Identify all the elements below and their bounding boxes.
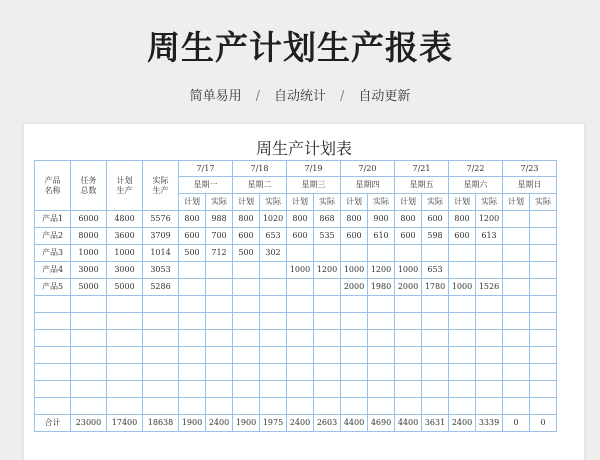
cell-empty[interactable] bbox=[368, 398, 395, 415]
header-text: 名称 bbox=[44, 185, 61, 195]
cell-empty[interactable] bbox=[503, 347, 530, 364]
cell-daily-value[interactable]: 1526 bbox=[476, 279, 503, 296]
cell-daily-value[interactable] bbox=[179, 279, 206, 296]
cell-empty[interactable] bbox=[476, 296, 503, 313]
cell-empty[interactable] bbox=[233, 398, 260, 415]
cell-empty[interactable] bbox=[287, 381, 314, 398]
cell-daily-value[interactable]: 800 bbox=[449, 211, 476, 228]
cell-actual[interactable]: 3709 bbox=[143, 228, 179, 245]
cell-total-daily: 2400 bbox=[287, 415, 314, 432]
cell-empty[interactable] bbox=[503, 313, 530, 330]
cell-daily-value[interactable] bbox=[287, 279, 314, 296]
cell-daily-value[interactable] bbox=[395, 245, 422, 262]
empty-row bbox=[35, 364, 557, 381]
feature-tag-easy: 简单易用 bbox=[189, 89, 242, 104]
cell-empty[interactable] bbox=[530, 364, 557, 381]
header-plan: 计划 bbox=[449, 194, 476, 211]
cell-empty[interactable] bbox=[287, 313, 314, 330]
cell-daily-value[interactable]: 1980 bbox=[368, 279, 395, 296]
feature-tags bbox=[0, 85, 600, 104]
feature-tag-auto-update: 自动更新 bbox=[358, 89, 411, 104]
cell-total-daily: 4400 bbox=[341, 415, 368, 432]
header-text: 产品 bbox=[44, 176, 61, 186]
cell-empty[interactable] bbox=[476, 313, 503, 330]
cell-daily-value[interactable] bbox=[503, 228, 530, 245]
header-weekday: 星期六 bbox=[449, 177, 503, 194]
cell-actual[interactable]: 1014 bbox=[143, 245, 179, 262]
cell-empty[interactable] bbox=[107, 364, 143, 381]
cell-empty[interactable] bbox=[368, 347, 395, 364]
cell-planned[interactable]: 5000 bbox=[107, 279, 143, 296]
header-weekday: 星期二 bbox=[233, 177, 287, 194]
cell-empty[interactable] bbox=[287, 330, 314, 347]
cell-empty[interactable] bbox=[71, 313, 107, 330]
cell-empty[interactable] bbox=[314, 364, 341, 381]
cell-total-task: 23000 bbox=[71, 415, 107, 432]
cell-actual[interactable]: 5576 bbox=[143, 211, 179, 228]
cell-empty[interactable] bbox=[422, 330, 449, 347]
cell-daily-value[interactable]: 800 bbox=[179, 211, 206, 228]
cell-total-daily: 4690 bbox=[368, 415, 395, 432]
header-actual bbox=[143, 161, 179, 211]
cell-empty[interactable] bbox=[503, 364, 530, 381]
cell-daily-value[interactable]: 600 bbox=[233, 228, 260, 245]
cell-empty[interactable] bbox=[71, 398, 107, 415]
cell-empty[interactable] bbox=[314, 398, 341, 415]
cell-empty[interactable] bbox=[287, 398, 314, 415]
cell-empty[interactable] bbox=[35, 330, 71, 347]
cell-empty[interactable] bbox=[206, 313, 233, 330]
cell-empty[interactable] bbox=[530, 398, 557, 415]
cell-empty[interactable] bbox=[206, 330, 233, 347]
cell-daily-value[interactable]: 1000 bbox=[449, 279, 476, 296]
cell-daily-value[interactable]: 653 bbox=[422, 262, 449, 279]
cell-daily-value[interactable]: 600 bbox=[422, 211, 449, 228]
cell-empty[interactable] bbox=[233, 330, 260, 347]
cell-empty[interactable] bbox=[107, 381, 143, 398]
cell-empty[interactable] bbox=[179, 313, 206, 330]
cell-empty[interactable] bbox=[530, 296, 557, 313]
cell-empty[interactable] bbox=[422, 313, 449, 330]
cell-empty[interactable] bbox=[143, 313, 179, 330]
tag-separator: / bbox=[255, 89, 260, 104]
cell-empty[interactable] bbox=[35, 381, 71, 398]
cell-empty[interactable] bbox=[395, 296, 422, 313]
cell-empty[interactable] bbox=[395, 347, 422, 364]
header-product bbox=[35, 161, 71, 211]
cell-daily-value[interactable] bbox=[260, 279, 287, 296]
cell-empty[interactable] bbox=[233, 347, 260, 364]
cell-product-name[interactable]: 产品3 bbox=[35, 245, 71, 262]
cell-empty[interactable] bbox=[449, 381, 476, 398]
cell-empty[interactable] bbox=[368, 364, 395, 381]
cell-empty[interactable] bbox=[260, 347, 287, 364]
header-text: 生产 bbox=[116, 185, 133, 195]
empty-row bbox=[35, 398, 557, 415]
cell-empty[interactable] bbox=[476, 398, 503, 415]
cell-empty[interactable] bbox=[503, 398, 530, 415]
cell-daily-value[interactable] bbox=[503, 211, 530, 228]
cell-empty[interactable] bbox=[341, 296, 368, 313]
cell-daily-value[interactable]: 598 bbox=[422, 228, 449, 245]
cell-empty[interactable] bbox=[476, 330, 503, 347]
cell-daily-value[interactable] bbox=[476, 262, 503, 279]
sheet-title: 周生产计划表 bbox=[255, 139, 352, 158]
cell-daily-value[interactable] bbox=[503, 279, 530, 296]
cell-daily-value[interactable]: 2000 bbox=[395, 279, 422, 296]
cell-empty[interactable] bbox=[368, 381, 395, 398]
header-text: 实际 bbox=[152, 176, 169, 186]
cell-daily-value[interactable] bbox=[179, 262, 206, 279]
cell-planned[interactable]: 1000 bbox=[107, 245, 143, 262]
cell-daily-value[interactable]: 600 bbox=[179, 228, 206, 245]
cell-daily-value[interactable] bbox=[530, 262, 557, 279]
cell-empty[interactable] bbox=[287, 296, 314, 313]
header-actual-sub: 实际 bbox=[206, 194, 233, 211]
header-date: 7/20 bbox=[341, 161, 395, 177]
cell-daily-value[interactable]: 800 bbox=[287, 211, 314, 228]
header-actual-sub: 实际 bbox=[530, 194, 557, 211]
header-weekday: 星期五 bbox=[395, 177, 449, 194]
cell-empty[interactable] bbox=[341, 347, 368, 364]
cell-total-daily: 0 bbox=[503, 415, 530, 432]
cell-empty[interactable] bbox=[503, 330, 530, 347]
cell-empty[interactable] bbox=[314, 381, 341, 398]
header-row-dates bbox=[35, 161, 557, 177]
cell-empty[interactable] bbox=[341, 398, 368, 415]
header-weekday: 星期日 bbox=[503, 177, 557, 194]
cell-empty[interactable] bbox=[143, 398, 179, 415]
cell-total-daily: 2603 bbox=[314, 415, 341, 432]
cell-daily-value[interactable]: 1780 bbox=[422, 279, 449, 296]
cell-daily-value[interactable]: 800 bbox=[341, 211, 368, 228]
header-date: 7/18 bbox=[233, 161, 287, 177]
empty-row bbox=[35, 347, 557, 364]
cell-daily-value[interactable]: 302 bbox=[260, 245, 287, 262]
page-title: 周生产计划生产报表 bbox=[147, 28, 453, 67]
header-plan: 计划 bbox=[179, 194, 206, 211]
header-text: 任务 bbox=[80, 176, 97, 186]
cell-daily-value[interactable]: 800 bbox=[233, 211, 260, 228]
cell-empty[interactable] bbox=[71, 381, 107, 398]
header-weekday: 星期三 bbox=[287, 177, 341, 194]
cell-daily-value[interactable] bbox=[449, 262, 476, 279]
cell-daily-value[interactable] bbox=[206, 279, 233, 296]
cell-task-total[interactable]: 5000 bbox=[71, 279, 107, 296]
cell-daily-value[interactable] bbox=[530, 211, 557, 228]
cell-empty[interactable] bbox=[260, 364, 287, 381]
cell-daily-value[interactable]: 900 bbox=[368, 211, 395, 228]
cell-daily-value[interactable] bbox=[314, 245, 341, 262]
cell-total-daily: 1900 bbox=[233, 415, 260, 432]
cell-empty[interactable] bbox=[260, 398, 287, 415]
cell-empty[interactable] bbox=[35, 398, 71, 415]
cell-empty[interactable] bbox=[71, 347, 107, 364]
cell-empty[interactable] bbox=[341, 313, 368, 330]
cell-daily-value[interactable]: 613 bbox=[476, 228, 503, 245]
cell-empty[interactable] bbox=[341, 330, 368, 347]
cell-empty[interactable] bbox=[395, 381, 422, 398]
cell-empty[interactable] bbox=[503, 381, 530, 398]
header-plan: 计划 bbox=[341, 194, 368, 211]
cell-empty[interactable] bbox=[260, 330, 287, 347]
cell-empty[interactable] bbox=[260, 313, 287, 330]
cell-empty[interactable] bbox=[422, 296, 449, 313]
cell-empty[interactable] bbox=[341, 381, 368, 398]
header-actual-sub: 实际 bbox=[260, 194, 287, 211]
cell-daily-value[interactable]: 988 bbox=[206, 211, 233, 228]
cell-total-daily: 4400 bbox=[395, 415, 422, 432]
feature-tag-auto-stat: 自动统计 bbox=[273, 89, 326, 104]
cell-empty[interactable] bbox=[143, 347, 179, 364]
cell-actual[interactable]: 5286 bbox=[143, 279, 179, 296]
cell-daily-value[interactable] bbox=[233, 262, 260, 279]
header-actual-sub: 实际 bbox=[314, 194, 341, 211]
header-actual-sub: 实际 bbox=[476, 194, 503, 211]
cell-daily-value[interactable] bbox=[260, 262, 287, 279]
cell-empty[interactable] bbox=[107, 330, 143, 347]
cell-empty[interactable] bbox=[179, 381, 206, 398]
cell-empty[interactable] bbox=[260, 296, 287, 313]
cell-daily-value[interactable]: 600 bbox=[341, 228, 368, 245]
cell-empty[interactable] bbox=[287, 347, 314, 364]
cell-daily-value[interactable] bbox=[287, 245, 314, 262]
cell-empty[interactable] bbox=[143, 296, 179, 313]
cell-empty[interactable] bbox=[422, 347, 449, 364]
cell-daily-value[interactable]: 1200 bbox=[314, 262, 341, 279]
cell-empty[interactable] bbox=[107, 398, 143, 415]
header-plan: 计划 bbox=[395, 194, 422, 211]
header-plan: 计划 bbox=[503, 194, 530, 211]
cell-daily-value[interactable]: 1000 bbox=[287, 262, 314, 279]
cell-empty[interactable] bbox=[71, 364, 107, 381]
header-actual-sub: 实际 bbox=[422, 194, 449, 211]
cell-daily-value[interactable] bbox=[341, 245, 368, 262]
cell-daily-value[interactable] bbox=[530, 279, 557, 296]
header-task-total bbox=[71, 161, 107, 211]
cell-empty[interactable] bbox=[233, 364, 260, 381]
cell-daily-value[interactable]: 2000 bbox=[341, 279, 368, 296]
cell-empty[interactable] bbox=[449, 398, 476, 415]
cell-daily-value[interactable]: 800 bbox=[395, 211, 422, 228]
cell-daily-value[interactable]: 653 bbox=[260, 228, 287, 245]
header-date: 7/21 bbox=[395, 161, 449, 177]
cell-empty[interactable] bbox=[71, 296, 107, 313]
cell-daily-value[interactable] bbox=[503, 262, 530, 279]
cell-daily-value[interactable]: 1200 bbox=[368, 262, 395, 279]
cell-daily-value[interactable]: 868 bbox=[314, 211, 341, 228]
cell-actual[interactable]: 3053 bbox=[143, 262, 179, 279]
cell-empty[interactable] bbox=[143, 364, 179, 381]
cell-empty[interactable] bbox=[449, 364, 476, 381]
spreadsheet-card bbox=[24, 124, 584, 460]
table-row bbox=[35, 211, 557, 228]
cell-daily-value[interactable] bbox=[422, 245, 449, 262]
header-text: 计划 bbox=[116, 176, 133, 186]
table-row bbox=[35, 279, 557, 296]
cell-planned[interactable]: 4800 bbox=[107, 211, 143, 228]
cell-total-daily: 1975 bbox=[260, 415, 287, 432]
cell-empty[interactable] bbox=[206, 364, 233, 381]
cell-daily-value[interactable]: 1200 bbox=[476, 211, 503, 228]
cell-daily-value[interactable]: 700 bbox=[206, 228, 233, 245]
cell-empty[interactable] bbox=[476, 381, 503, 398]
cell-total-daily: 3339 bbox=[476, 415, 503, 432]
cell-daily-value[interactable] bbox=[530, 228, 557, 245]
cell-empty[interactable] bbox=[314, 296, 341, 313]
cell-total-daily: 0 bbox=[530, 415, 557, 432]
empty-row bbox=[35, 330, 557, 347]
cell-daily-value[interactable]: 600 bbox=[395, 228, 422, 245]
cell-product-name[interactable]: 产品4 bbox=[35, 262, 71, 279]
cell-empty[interactable] bbox=[233, 381, 260, 398]
cell-total-daily: 1900 bbox=[179, 415, 206, 432]
cell-empty[interactable] bbox=[35, 347, 71, 364]
cell-empty[interactable] bbox=[314, 347, 341, 364]
cell-empty[interactable] bbox=[341, 364, 368, 381]
cell-empty[interactable] bbox=[530, 313, 557, 330]
cell-empty[interactable] bbox=[395, 364, 422, 381]
cell-daily-value[interactable] bbox=[206, 262, 233, 279]
cell-task-total[interactable]: 6000 bbox=[71, 211, 107, 228]
cell-empty[interactable] bbox=[530, 347, 557, 364]
cell-empty[interactable] bbox=[476, 347, 503, 364]
cell-total-daily: 2400 bbox=[449, 415, 476, 432]
cell-empty[interactable] bbox=[233, 296, 260, 313]
empty-row bbox=[35, 381, 557, 398]
cell-product-name[interactable]: 产品1 bbox=[35, 211, 71, 228]
cell-empty[interactable] bbox=[395, 330, 422, 347]
table-row bbox=[35, 262, 557, 279]
cell-total-daily: 3631 bbox=[422, 415, 449, 432]
cell-daily-value[interactable]: 1000 bbox=[341, 262, 368, 279]
cell-empty[interactable] bbox=[107, 313, 143, 330]
production-table bbox=[34, 160, 557, 432]
header-plan: 计划 bbox=[287, 194, 314, 211]
empty-row bbox=[35, 296, 557, 313]
cell-empty[interactable] bbox=[368, 313, 395, 330]
cell-empty[interactable] bbox=[260, 381, 287, 398]
cell-empty[interactable] bbox=[422, 398, 449, 415]
cell-empty[interactable] bbox=[35, 296, 71, 313]
cell-daily-value[interactable]: 600 bbox=[287, 228, 314, 245]
cell-empty[interactable] bbox=[35, 364, 71, 381]
cell-empty[interactable] bbox=[143, 381, 179, 398]
cell-daily-value[interactable] bbox=[503, 245, 530, 262]
cell-empty[interactable] bbox=[179, 347, 206, 364]
cell-empty[interactable] bbox=[179, 364, 206, 381]
header-actual-sub: 实际 bbox=[368, 194, 395, 211]
cell-daily-value[interactable]: 1000 bbox=[395, 262, 422, 279]
cell-empty[interactable] bbox=[233, 313, 260, 330]
cell-empty[interactable] bbox=[206, 347, 233, 364]
cell-daily-value[interactable]: 1020 bbox=[260, 211, 287, 228]
cell-task-total[interactable]: 3000 bbox=[71, 262, 107, 279]
cell-daily-value[interactable] bbox=[368, 245, 395, 262]
cell-total-planned: 17400 bbox=[107, 415, 143, 432]
cell-empty[interactable] bbox=[449, 313, 476, 330]
cell-empty[interactable] bbox=[422, 364, 449, 381]
cell-empty[interactable] bbox=[71, 330, 107, 347]
cell-product-name[interactable]: 产品2 bbox=[35, 228, 71, 245]
cell-daily-value[interactable] bbox=[233, 279, 260, 296]
cell-task-total[interactable]: 1000 bbox=[71, 245, 107, 262]
cell-daily-value[interactable]: 535 bbox=[314, 228, 341, 245]
cell-empty[interactable] bbox=[287, 364, 314, 381]
header-date: 7/22 bbox=[449, 161, 503, 177]
cell-empty[interactable] bbox=[422, 381, 449, 398]
cell-empty[interactable] bbox=[503, 296, 530, 313]
header-planned bbox=[107, 161, 143, 211]
cell-empty[interactable] bbox=[368, 330, 395, 347]
tag-separator: / bbox=[340, 89, 345, 104]
cell-empty[interactable] bbox=[449, 296, 476, 313]
cell-empty[interactable] bbox=[107, 347, 143, 364]
cell-daily-value[interactable] bbox=[530, 245, 557, 262]
cell-planned[interactable]: 3000 bbox=[107, 262, 143, 279]
cell-empty[interactable] bbox=[449, 347, 476, 364]
cell-daily-value[interactable] bbox=[314, 279, 341, 296]
cell-empty[interactable] bbox=[395, 313, 422, 330]
cell-daily-value[interactable]: 610 bbox=[368, 228, 395, 245]
table-row bbox=[35, 245, 557, 262]
cell-product-name[interactable]: 产品5 bbox=[35, 279, 71, 296]
cell-empty[interactable] bbox=[179, 330, 206, 347]
cell-empty[interactable] bbox=[314, 313, 341, 330]
header-plan: 计划 bbox=[233, 194, 260, 211]
cell-empty[interactable] bbox=[35, 313, 71, 330]
cell-empty[interactable] bbox=[179, 398, 206, 415]
empty-row bbox=[35, 313, 557, 330]
cell-daily-value[interactable]: 712 bbox=[206, 245, 233, 262]
header-date: 7/19 bbox=[287, 161, 341, 177]
cell-daily-value[interactable]: 500 bbox=[233, 245, 260, 262]
cell-planned[interactable]: 3600 bbox=[107, 228, 143, 245]
cell-empty[interactable] bbox=[179, 296, 206, 313]
cell-empty[interactable] bbox=[314, 330, 341, 347]
cell-empty[interactable] bbox=[395, 398, 422, 415]
cell-total-label: 合计 bbox=[35, 415, 71, 432]
cell-empty[interactable] bbox=[449, 330, 476, 347]
cell-empty[interactable] bbox=[206, 381, 233, 398]
cell-task-total[interactable]: 8000 bbox=[71, 228, 107, 245]
cell-daily-value[interactable]: 500 bbox=[179, 245, 206, 262]
cell-empty[interactable] bbox=[530, 330, 557, 347]
cell-total-actual: 18638 bbox=[143, 415, 179, 432]
header-text: 总数 bbox=[80, 185, 97, 195]
cell-empty[interactable] bbox=[107, 296, 143, 313]
header-weekday: 星期四 bbox=[341, 177, 395, 194]
cell-total-daily: 2400 bbox=[206, 415, 233, 432]
cell-daily-value[interactable] bbox=[449, 245, 476, 262]
header-weekday: 星期一 bbox=[179, 177, 233, 194]
cell-empty[interactable] bbox=[206, 296, 233, 313]
total-row bbox=[35, 415, 557, 432]
cell-daily-value[interactable] bbox=[476, 245, 503, 262]
cell-empty[interactable] bbox=[530, 381, 557, 398]
header-text: 生产 bbox=[152, 185, 169, 195]
cell-empty[interactable] bbox=[476, 364, 503, 381]
cell-empty[interactable] bbox=[206, 398, 233, 415]
header-date: 7/23 bbox=[503, 161, 557, 177]
cell-empty[interactable] bbox=[143, 330, 179, 347]
table-row bbox=[35, 228, 557, 245]
header-date: 7/17 bbox=[179, 161, 233, 177]
cell-daily-value[interactable]: 600 bbox=[449, 228, 476, 245]
cell-empty[interactable] bbox=[368, 296, 395, 313]
